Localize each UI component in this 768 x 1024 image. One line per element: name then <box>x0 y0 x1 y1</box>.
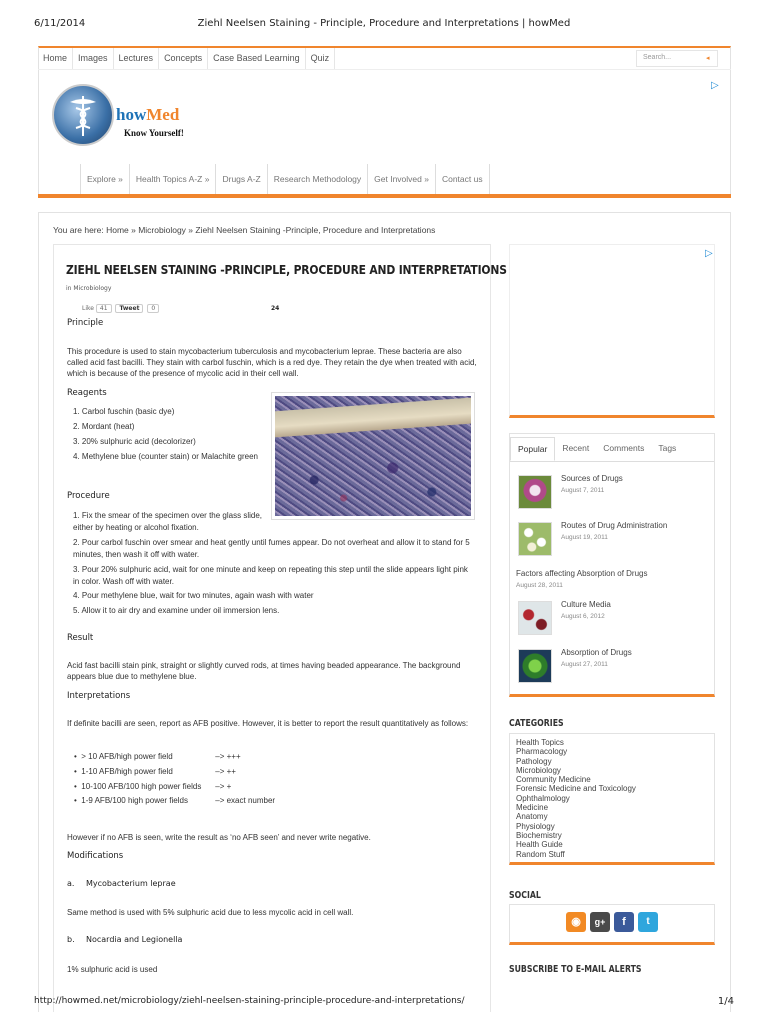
tabs-divider <box>510 461 714 462</box>
modification-a-heading: a. Mycobacterium leprae <box>67 879 176 888</box>
popular-date: August 19, 2011 <box>561 534 608 541</box>
print-page-number: 1/4 <box>717 996 734 1007</box>
popular-thumbnail[interactable] <box>518 475 552 509</box>
header-accent-bar <box>38 194 731 198</box>
adchoices-icon[interactable]: ▷ <box>705 248 713 259</box>
facebook-icon[interactable]: f <box>614 912 634 932</box>
interpretations-text: If definite bacilli are seen, report as AFB positive. However, it is better to report the result quantitatively as follows: <box>67 719 469 728</box>
tab-recent[interactable]: Recent <box>562 443 590 453</box>
topnav-images[interactable]: Images <box>73 48 114 69</box>
list-item: • 1-10 AFB/high power field –> ++ <box>74 766 236 776</box>
popular-date: August 6, 2012 <box>561 613 605 620</box>
category-link[interactable]: Anatomy <box>516 812 548 822</box>
site-tagline: Know Yourself! <box>124 128 184 138</box>
search-input[interactable]: Search... <box>636 50 718 67</box>
category-link[interactable]: Microbiology <box>516 765 561 775</box>
nav-health-topics[interactable]: Health Topics A-Z » <box>129 164 216 196</box>
popular-date: August 27, 2011 <box>561 661 608 668</box>
nav-explore[interactable]: Explore » <box>80 164 129 196</box>
categories-list <box>516 738 636 859</box>
category-link[interactable]: Pharmacology <box>516 747 568 757</box>
interpretations-list <box>74 750 374 809</box>
principle-text: This procedure is used to stain mycobacterium tuberculosis and mycobacterium leprae. These bacteria are also called acid fast bacilli. They stain with carbol fuschin, which is a red dye. They retain the dye when treated with acid, which is because of the presence of mycolic acid in their cell wall. <box>67 347 477 378</box>
main-nav <box>80 164 490 196</box>
twitter-icon[interactable]: t <box>638 912 658 932</box>
procedure-step: 3. Pour 20% sulphuric acid, wait for one minute and keep on repeating this step until the slide appears light pink in color. Wash off with water. <box>73 565 468 586</box>
tab-comments[interactable]: Comments <box>603 443 645 453</box>
popular-link[interactable]: Routes of Drug Administration <box>561 521 668 530</box>
topnav-concepts[interactable]: Concepts <box>159 48 208 69</box>
popular-thumbnail[interactable] <box>518 601 552 635</box>
popular-link[interactable]: Sources of Drugs <box>561 474 623 483</box>
social-heading: SOCIAL <box>509 890 541 901</box>
popular-date: August 7, 2011 <box>561 487 605 494</box>
nav-contact[interactable]: Contact us <box>435 164 490 196</box>
category-link[interactable]: Biochemistry <box>516 830 562 840</box>
like-count[interactable]: 41 <box>96 304 112 313</box>
procedure-step: 5. Allow it to air dry and examine under oil immersion lens. <box>73 606 280 615</box>
logo-caduceus-icon[interactable] <box>52 84 114 146</box>
list-item: • > 10 AFB/high power field –> +++ <box>74 752 241 761</box>
topnav-divider <box>38 69 731 70</box>
print-page-title: Ziehl Neelsen Staining - Principle, Procedure and Interpretations | howMed <box>197 18 571 29</box>
like-label: Like <box>82 305 94 312</box>
tweet-button[interactable]: Tweet <box>115 304 143 313</box>
breadcrumb: You are here: Home » Microbiology » Ziehl Neelsen Staining -Principle, Procedure and Interpretations <box>53 225 436 235</box>
category-link[interactable]: Forensic Medicine and Toxicology <box>516 784 636 794</box>
categories-heading: CATEGORIES <box>509 718 564 729</box>
topnav-quiz[interactable]: Quiz <box>306 48 336 69</box>
widget-tabs <box>510 437 683 461</box>
modification-b-heading: b. Nocardia and Legionella <box>67 935 183 944</box>
result-text: Acid fast bacilli stain pink, straight or slightly curved rods, at times having beaded appearance. The background appears blue due to methylene blue. <box>67 661 461 681</box>
procedure-step: 2. Pour carbol fuschin over smear and heat gently until fumes appear. Do not overheat and allow it to stand for 5 minutes, then wash it off with water. <box>73 538 470 559</box>
micrograph-image[interactable] <box>271 392 475 520</box>
tab-popular[interactable]: Popular <box>510 437 555 461</box>
list-item: • 1-9 AFB/100 high power fields –> exact number <box>74 796 276 806</box>
topnav-home[interactable]: Home <box>38 48 73 69</box>
reagents-list <box>73 406 265 463</box>
category-link[interactable]: Physiology <box>516 821 555 831</box>
adchoices-icon[interactable]: ▷ <box>711 80 719 91</box>
topnav-case-based-learning[interactable]: Case Based Learning <box>208 48 306 69</box>
category-link[interactable]: Health Guide <box>516 840 563 850</box>
popular-link[interactable]: Factors affecting Absorption of Drugs <box>516 569 648 578</box>
reagents-heading: Reagents <box>67 388 107 398</box>
share-count: 24 <box>271 305 280 312</box>
popular-thumbnail[interactable] <box>518 649 552 683</box>
principle-heading: Principle <box>67 318 104 328</box>
popular-link[interactable]: Absorption of Drugs <box>561 648 632 657</box>
modification-a-text: Same method is used with 5% sulphuric acid due to less mycolic acid in cell wall. <box>67 908 354 917</box>
category-link[interactable]: Ophthalmology <box>516 793 570 803</box>
procedure-step: 4. Pour methylene blue, wait for two minutes, again wash with water <box>73 591 314 600</box>
interpretations-note: However if no AFB is seen, write the result as ‘no AFB seen’ and never write negative. <box>67 833 371 842</box>
tweet-count: 0 <box>147 304 159 313</box>
interpretations-heading: Interpretations <box>67 691 131 701</box>
popular-link[interactable]: Culture Media <box>561 600 611 609</box>
post-category: in Microbiology <box>66 285 112 292</box>
list-item: 3. 20% sulphuric acid (decolorizer) <box>73 437 196 446</box>
modification-b-text: 1% sulphuric acid is used <box>67 965 158 974</box>
arrow-left-icon[interactable]: ◂ <box>706 54 710 62</box>
nav-research-methodology[interactable]: Research Methodology <box>267 164 367 196</box>
post-title: ZIEHL NEELSEN STAINING -PRINCIPLE, PROCEDURE AND INTERPRETATIONS <box>66 262 507 277</box>
procedure-step: 1. Fix the smear of the specimen over the glass slide, either by heating or alcohol fixation. <box>73 511 262 532</box>
category-link[interactable]: Health Topics <box>516 738 564 747</box>
rss-icon[interactable]: ◉ <box>566 912 586 932</box>
list-item: 2. Mordant (heat) <box>73 422 135 431</box>
category-link[interactable]: Community Medicine <box>516 775 591 785</box>
nav-drugs[interactable]: Drugs A-Z <box>215 164 266 196</box>
procedure-heading: Procedure <box>67 491 110 501</box>
subscribe-heading: SUBSCRIBE TO E-MAIL ALERTS <box>509 964 642 975</box>
category-link[interactable]: Random Stuff <box>516 849 565 859</box>
tab-tags[interactable]: Tags <box>658 443 677 453</box>
site-brand[interactable]: howMed <box>116 105 180 124</box>
category-link[interactable]: Pathology <box>516 756 552 766</box>
share-buttons <box>82 304 161 313</box>
top-nav <box>38 48 335 69</box>
social-widget <box>509 904 715 945</box>
print-url: http://howmed.net/microbiology/ziehl-neelsen-staining-principle-procedure-and-interpretations/ <box>34 996 465 1006</box>
sidebar-ad[interactable] <box>509 244 715 418</box>
google-plus-icon[interactable]: g+ <box>590 912 610 932</box>
popular-thumbnail[interactable] <box>518 522 552 556</box>
result-heading: Result <box>67 633 94 643</box>
topnav-lectures[interactable]: Lectures <box>114 48 160 69</box>
list-item: 4. Methylene blue (counter stain) or Malachite green <box>73 452 258 461</box>
print-date: 6/11/2014 <box>34 18 86 29</box>
list-item: • 10-100 AFB/100 high power fields –> + <box>74 781 232 791</box>
category-link[interactable]: Medicine <box>516 803 549 813</box>
nav-get-involved[interactable]: Get Involved » <box>367 164 435 196</box>
popular-date: August 28, 2011 <box>516 582 563 589</box>
modifications-heading: Modifications <box>67 851 124 861</box>
list-item: 1. Carbol fuschin (basic dye) <box>73 407 175 416</box>
